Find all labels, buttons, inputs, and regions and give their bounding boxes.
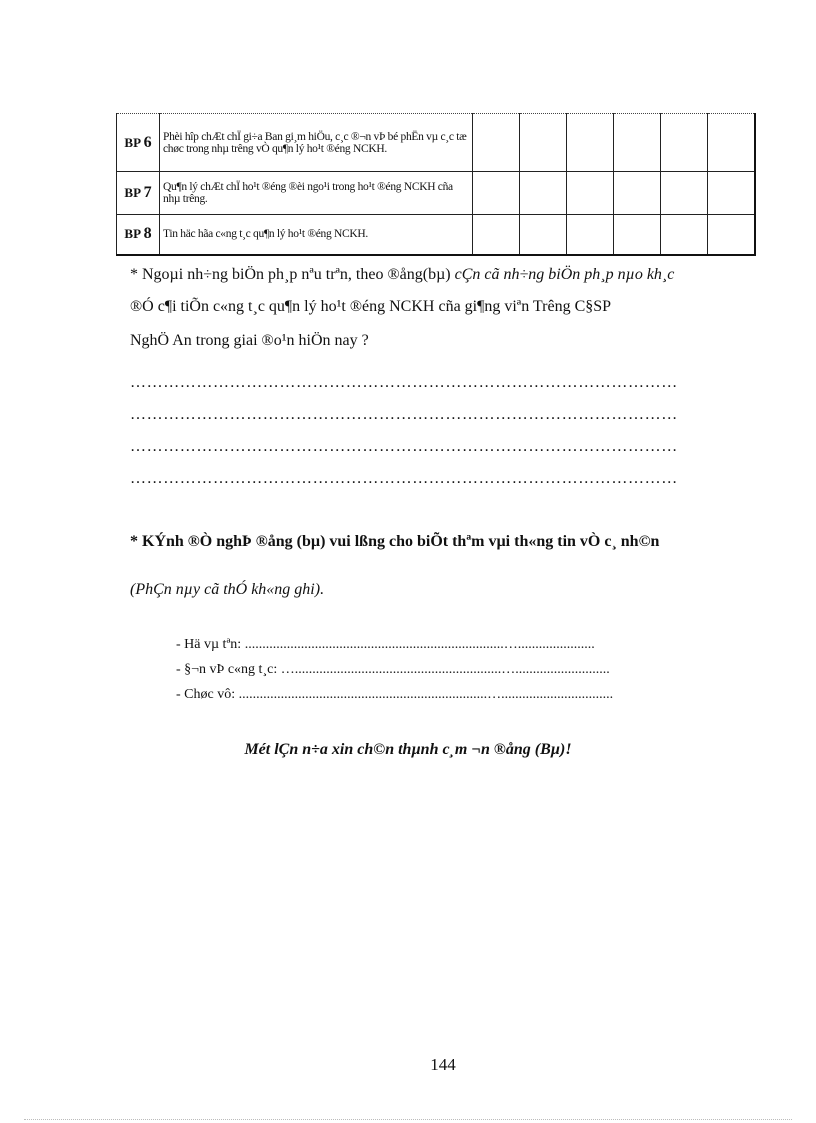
rating-cell[interactable] <box>661 114 708 172</box>
rating-cell[interactable] <box>661 172 708 215</box>
rating-cell[interactable] <box>708 114 756 172</box>
open-question-line-3: NghÖ An trong giai ®o¹n hiÖn nay ? <box>130 332 369 349</box>
rating-cell[interactable] <box>520 114 567 172</box>
rating-cell[interactable] <box>567 215 614 255</box>
thank-you-message: Mét lÇn n÷a xin ch©n thµnh c¸m ¬n ®ång (Bµ)! <box>244 741 572 758</box>
answer-line[interactable]: ……………………………………………………………………………………… <box>130 438 678 455</box>
rating-cell[interactable] <box>567 114 614 172</box>
rating-cell[interactable] <box>520 172 567 215</box>
table-row <box>117 114 756 172</box>
personal-info-request: * KÝnh ®Ò nghÞ ®ång (bµ) vui lßng cho biÕt thªm vµi th«ng tin vÒ c¸ nh©n <box>130 533 660 550</box>
rating-cell[interactable] <box>473 172 520 215</box>
rating-cell[interactable] <box>567 172 614 215</box>
measure-description: Tin häc hãa c«ng t¸c qu¶n lý ho¹t ®éng NCKH. <box>160 215 473 255</box>
optional-note: (PhÇn nµy cã thÓ kh«ng ghi). <box>130 581 325 598</box>
rating-cell[interactable] <box>614 172 661 215</box>
measure-description: Phèi hîp chÆt chÏ gi÷a Ban gi¸m hiÖu, c¸c ®¬n vÞ bé phËn vµ c¸c tæ chøc trong nhµ trêng vÒ qu¶n lý ho¹t ®éng NCKH. <box>160 114 473 172</box>
rating-cell[interactable] <box>520 215 567 255</box>
rating-cell[interactable] <box>473 114 520 172</box>
rating-cell[interactable] <box>661 215 708 255</box>
name-field[interactable]: - Hä vµ tªn: ..........................................................................…...................... <box>176 637 595 652</box>
rating-cell[interactable] <box>708 215 756 255</box>
measures-table <box>116 113 744 256</box>
rating-cell[interactable] <box>473 215 520 255</box>
rating-cell[interactable] <box>614 114 661 172</box>
measure-description: Qu¶n lý chÆt chÏ ho¹t ®éng ®èi ngo¹i trong ho¹t ®éng NCKH cña nhµ trêng. <box>160 172 473 215</box>
open-question-line-1: * Ngoµi nh÷ng biÖn ph¸p nªu trªn, theo ®ång(bµ) cÇn cã nh÷ng biÖn ph¸p nµo kh¸c <box>130 266 675 283</box>
open-question-line-2: ®Ó c¶i tiÕn c«ng t¸c qu¶n lý ho¹t ®éng NCKH cña gi¶ng viªn Trêng C§SP <box>130 298 612 315</box>
measure-code: BP 7 <box>117 172 160 215</box>
measure-code: BP 8 <box>117 215 160 255</box>
table-row <box>117 172 756 215</box>
footer-divider <box>24 1119 792 1120</box>
answer-line[interactable]: ……………………………………………………………………………………… <box>130 470 678 487</box>
rating-cell[interactable] <box>708 172 756 215</box>
answer-line[interactable]: ……………………………………………………………………………………… <box>130 374 678 391</box>
page-number: 144 <box>430 1055 456 1074</box>
position-field[interactable]: - Chøc vô: .......................................................................…................................ <box>176 687 614 702</box>
measure-code: BP 6 <box>117 114 160 172</box>
answer-line[interactable]: ……………………………………………………………………………………… <box>130 406 678 423</box>
table-row <box>117 215 756 255</box>
workplace-field[interactable]: - §¬n vÞ c«ng t¸c: …...........................................................…........................... <box>176 662 610 677</box>
rating-cell[interactable] <box>614 215 661 255</box>
